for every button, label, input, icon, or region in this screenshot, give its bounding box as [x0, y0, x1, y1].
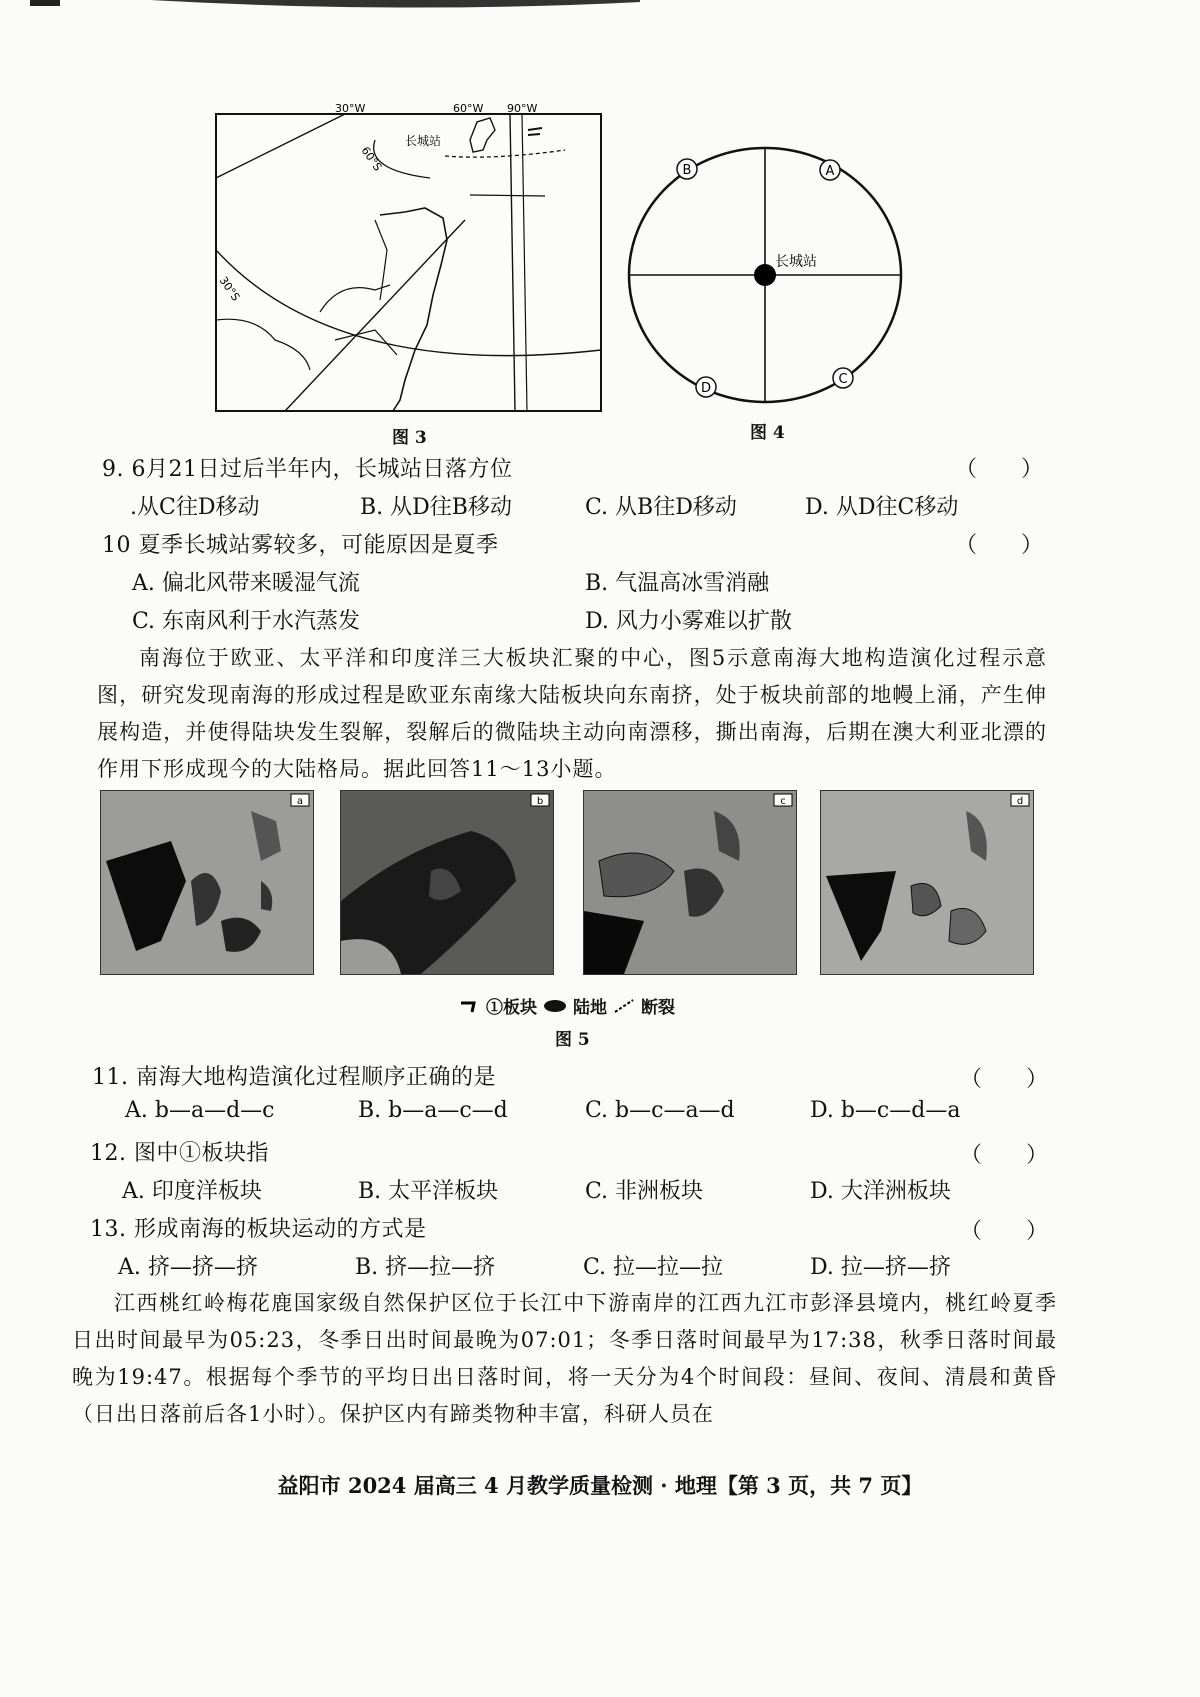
figure5-panel-c: [583, 790, 797, 975]
svg-text:c: c: [780, 796, 786, 807]
q9-option-b: B. 从D往B移动: [360, 495, 512, 520]
rift-symbol-icon: [613, 999, 635, 1013]
q9-stem: 9. 6月21日过后半年内，长城站日落方位: [102, 457, 513, 482]
legend-land: 陆地: [573, 998, 607, 1018]
q11-option-c: C. b—c—a—d: [585, 1098, 735, 1123]
figure5-panel-d: [820, 790, 1034, 975]
label-90w: 90°W: [507, 102, 538, 115]
q13-paren: （ ）: [960, 1219, 1049, 1244]
svg-text:D: D: [700, 381, 712, 396]
passage-south-china-sea: 南海位于欧亚、太平洋和印度洋三大板块汇聚的中心，图5示意南海大地构造演化过程示意图，研究发现南海的形成过程是欧亚东南缘大陆板块向东南挤，处于板块前部的地幔上涌，产生伸展构造，并使得陆块发生裂解，裂解后的微陆块主动向南漂移，撕出南海，后期在澳大利亚北漂的作用下形成现今的大陆格局。据此回答11～13小题。: [97, 646, 1047, 781]
legend-rift: 断裂: [641, 998, 675, 1018]
figure5-panel-a: [100, 790, 314, 975]
q9-option-c: C. 从B往D移动: [585, 495, 737, 520]
label-30s: 30°S: [216, 274, 243, 304]
q10-option-a: A. 偏北风带来暖湿气流: [132, 571, 360, 596]
page-footer: 益阳市 2024 届高三 4 月教学质量检测 · 地理【第 3 页，共 7 页】: [277, 1473, 923, 1498]
figure3-map: [215, 100, 602, 412]
q13-stem: 13. 形成南海的板块运动的方式是: [90, 1217, 427, 1242]
q12-stem: 12. 图中①板块指: [90, 1141, 269, 1166]
figure4-station: 长城站: [775, 254, 817, 270]
q12-option-d: D. 大洋洲板块: [810, 1179, 951, 1204]
land-symbol-icon: [543, 999, 567, 1013]
q10-stem: 10 夏季长城站雾较多，可能原因是夏季: [102, 533, 499, 558]
q13-option-d: D. 拉—挤—挤: [810, 1255, 951, 1280]
q12-option-a: A. 印度洋板块: [122, 1179, 262, 1204]
point-a: [820, 160, 840, 180]
figure5-legend: [460, 993, 675, 1018]
svg-text:B: B: [682, 163, 692, 178]
q13-option-c: C. 拉—拉—拉: [583, 1255, 724, 1280]
plate-symbol-icon: [460, 999, 480, 1013]
q13-option-a: A. 挤—挤—挤: [118, 1255, 258, 1280]
q11-option-a: A. b—a—d—c: [125, 1098, 275, 1123]
passage-taohongling: 江西桃红岭梅花鹿国家级自然保护区位于长江中下游南岸的江西九江市彭泽县境内，桃红岭夏季日出时间最早为05:23，冬季日出时间最晚为07:01；冬季日落时间最早为17:38，秋季日落时间最晚为19:47。根据每个季节的平均日出日落时间，将一天分为4个时间段：昼间、夜间、清晨和黄昏（日出日落前后各1小时）。保护区内有蹄类物种丰富，科研人员在: [72, 1291, 1057, 1426]
svg-text:d: d: [1016, 796, 1024, 807]
q11-option-d: D. b—c—d—a: [810, 1098, 961, 1123]
q10-option-c: C. 东南风利于水汽蒸发: [132, 609, 361, 634]
label-60s: 60°S: [358, 144, 385, 174]
label-60w: 60°W: [453, 102, 484, 115]
q12-paren: （ ）: [960, 1143, 1049, 1168]
q12-option-b: B. 太平洋板块: [358, 1179, 499, 1204]
svg-text:C: C: [838, 372, 848, 387]
svg-text:b: b: [536, 796, 544, 807]
q9-option-d: D. 从D往C移动: [805, 495, 959, 520]
q10-option-d: D. 风力小雾难以扩散: [585, 609, 792, 634]
q9-option-a: .从C往D移动: [130, 495, 260, 520]
figure5-panel-b: [340, 790, 554, 975]
q11-paren: （ ）: [960, 1067, 1049, 1092]
q9-paren: （ ）: [955, 457, 1044, 482]
figure4-caption: 图 4: [750, 423, 785, 443]
svg-text:A: A: [825, 164, 835, 179]
figure5-caption: 图 5: [555, 1030, 590, 1050]
q11-stem: 11. 南海大地构造演化过程顺序正确的是: [92, 1065, 496, 1090]
svg-text:a: a: [296, 796, 304, 807]
figure4-diagram: [623, 140, 908, 410]
q12-option-c: C. 非洲板块: [585, 1179, 704, 1204]
figure3-caption: 图 3: [392, 428, 427, 448]
point-b: [677, 159, 697, 179]
label-30w: 30°W: [335, 102, 366, 115]
point-d: [696, 377, 716, 397]
q13-option-b: B. 挤—拉—挤: [355, 1255, 496, 1280]
q10-paren: （ ）: [955, 533, 1044, 558]
legend-plate: ①板块: [486, 998, 537, 1018]
q11-option-b: B. b—a—c—d: [358, 1098, 508, 1123]
q10-option-b: B. 气温高冰雪消融: [585, 571, 770, 596]
point-c: [833, 368, 853, 388]
label-station: 长城站: [405, 134, 442, 148]
scan-edge: [0, 0, 1200, 14]
